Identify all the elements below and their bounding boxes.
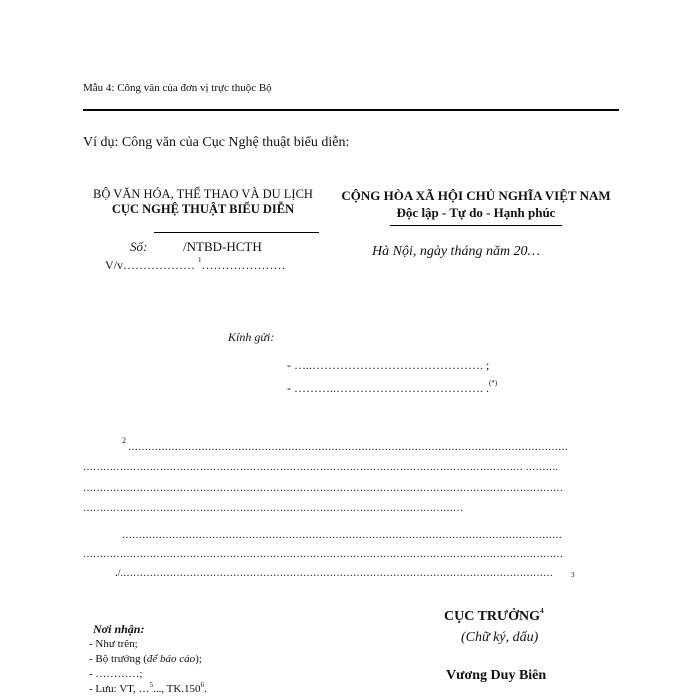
ministry-name: BỘ VĂN HÓA, THỂ THAO VÀ DU LỊCH <box>93 187 313 201</box>
recipient-line-1: - …..……………………………………. ; <box>287 358 490 372</box>
recipient-item-3: - …………; <box>89 668 143 680</box>
recipient-item-4 <box>89 683 207 695</box>
footnote-2: 2 <box>122 436 126 445</box>
example-label: Ví dụ: Công văn của Cục Nghệ thuật biểu diễn: <box>83 135 350 150</box>
footnote-3: 3 <box>571 571 575 579</box>
footnote-star: (*) <box>489 379 498 387</box>
motto-underline <box>390 225 562 226</box>
recipient-item-2-italic: để báo cáo <box>146 653 196 665</box>
body-line-7: …………………………………………………………………………………………………………………./. <box>115 568 553 579</box>
department-name: CỤC NGHỆ THUẬT BIỂU DIỄN <box>111 202 295 216</box>
body-line-6: ……………………………………………………………………………………………………………………………… <box>83 549 563 560</box>
storage-prefix: - Lưu: VT, … <box>89 683 150 695</box>
national-motto: Độc lập - Tự do - Hạnh phúc <box>396 205 556 220</box>
recipient-item-2-prefix: - Bộ trưởng ( <box>89 653 147 665</box>
recipient-line-2 <box>287 381 497 396</box>
body-line-4: …………………………………………………………………………………………………… <box>83 503 463 514</box>
subject-prefix: V/v……………… <box>105 258 198 272</box>
body-line-2: …………………………………………………………………………………………………………………… ………. <box>83 462 558 473</box>
footnote-1: 1 <box>198 256 202 264</box>
recipients-label: Kính gửi: <box>228 330 275 344</box>
recipient-item-1: - Như trên; <box>89 638 138 650</box>
footnote-4: 4 <box>540 607 544 615</box>
place-date: Hà Nội, ngày tháng năm 20… <box>372 244 540 259</box>
national-title: CỘNG HÒA XÃ HỘI CHỦ NGHĨA VIỆT NAM <box>341 188 611 203</box>
recipients-list-title: Nơi nhận: <box>93 622 145 636</box>
number-label: Số: <box>130 239 148 254</box>
signer-title-text: CỤC TRƯỞNG <box>444 609 541 624</box>
signer-name: Vương Duy Biên <box>446 668 547 683</box>
template-label: Mẫu 4: Công văn của đơn vị trực thuộc Bộ <box>83 82 272 94</box>
header-divider <box>83 109 619 111</box>
storage-end: . <box>204 683 207 695</box>
recipient-item-2 <box>89 653 202 665</box>
department-underline <box>154 232 319 233</box>
body-line-3: ……………………………………………………………………………………………………………………………… <box>83 483 563 494</box>
body-line-1: …………………………………………………………………………………………………………………… <box>128 442 568 453</box>
signer-title <box>444 609 544 625</box>
recipient-item-2-suffix: ); <box>195 653 202 665</box>
footnote-5: 5 <box>149 681 154 689</box>
storage-mid: ..., TK.150 <box>153 683 201 695</box>
footnote-6: 6 <box>200 681 205 689</box>
number-code: /NTBD-HCTH <box>183 239 262 254</box>
subject-line <box>105 258 286 273</box>
recipient-line-2-text: - ………..………………………………. . <box>287 381 489 395</box>
body-line-5: …………………………………………………………………………………………………………………… <box>122 530 562 541</box>
subject-suffix: ………………… <box>201 258 286 272</box>
signature-note: (Chữ ký, dấu) <box>461 630 539 645</box>
